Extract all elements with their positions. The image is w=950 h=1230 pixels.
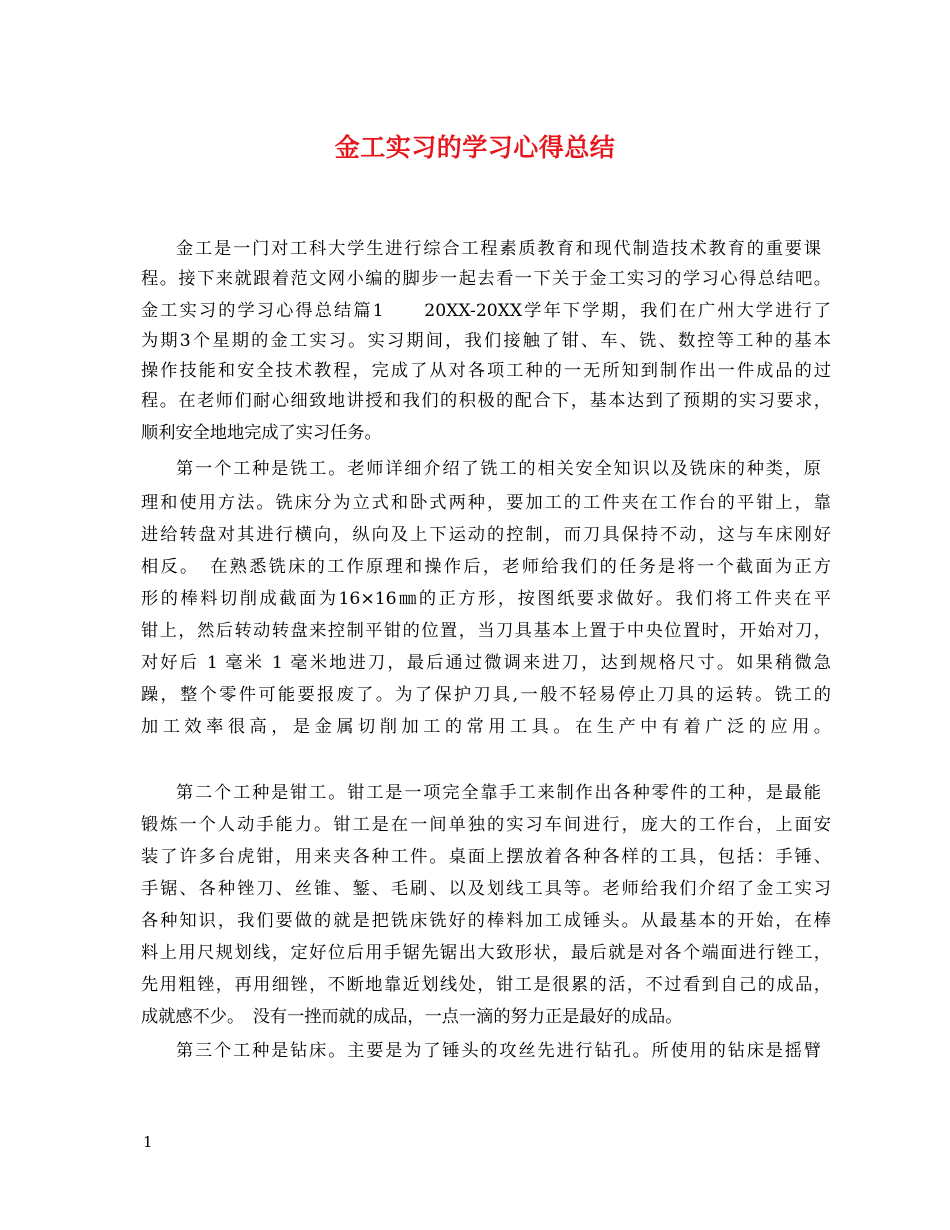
text-line: 钳上，然后转动转盘来控制平钳的位置，当刀具基本上置于中央位置时，开始对刀， [141, 621, 831, 641]
text-line: 形的棒料切削成截面为16×16㎜的正方形，按图纸要求做好。我们将工件夹在平 [141, 589, 831, 609]
text-line: 进给转盘对其进行横向，纵向及上下运动的控制，而刀具保持不动，这与车床刚好 [141, 525, 831, 545]
document-title: 金工实习的学习心得总结 [334, 133, 616, 162]
text-line: 操作技能和安全技术教程，完成了从对各项工种的一无所知到制作出一件成品的过 [141, 361, 831, 381]
text-line: 成就感不少。 没有一挫而就的成品，一点一滴的努力正是最好的成品。 [141, 1007, 683, 1027]
text-line: 金工是一门对工科大学生进行综合工程素质教育和现代制造技术教育的重要课 [176, 239, 821, 259]
text-line: 第一个工种是铣工。老师详细介绍了铣工的相关安全知识以及铣床的种类，原 [176, 459, 821, 479]
text-line: 先用粗锉，再用细锉，不断地靠近划线处，钳工是很累的活，不过看到自己的成品， [141, 975, 831, 995]
text-line: 金工实习的学习心得总结篇1 20XX-20XX学年下学期，我们在广州大学进行了 [141, 301, 831, 321]
text-line: 程。在老师们耐心细致地讲授和我们的积极的配合下，基本达到了预期的实习要求， [141, 391, 831, 411]
text-line: 加工效率很高，是金属切削加工的常用工具。在生产中有着广泛的应用。 [141, 717, 831, 737]
text-line: 第二个工种是钳工。钳工是一项完全靠手工来制作出各种零件的工种，是最能 [176, 783, 821, 803]
text-line: 为期3个星期的金工实习。实习期间，我们接触了钳、车、铣、数控等工种的基本 [141, 331, 831, 351]
text-line: 手锯、各种锉刀、丝锥、錾、毛刷、以及划线工具等。老师给我们介绍了金工实习 [141, 879, 831, 899]
text-line: 程。接下来就跟着范文网小编的脚步一起去看一下关于金工实习的学习心得总结吧。 [141, 269, 831, 289]
text-line: 躁，整个零件可能要报废了。为了保护刀具,一般不轻易停止刀具的运转。铣工的 [141, 685, 831, 705]
page-number: 1 [143, 1133, 153, 1151]
text-line: 第三个工种是钻床。主要是为了锤头的攻丝先进行钻孔。所使用的钻床是摇臂 [176, 1041, 821, 1061]
text-line: 相反。 在熟悉铣床的工作原理和操作后，老师给我们的任务是将一个截面为正方 [141, 557, 831, 577]
text-line: 理和使用方法。铣床分为立式和卧式两种，要加工的工件夹在工作台的平钳上，靠 [141, 493, 831, 513]
text-line: 各种知识，我们要做的就是把铣床铣好的棒料加工成锤头。从最基本的开始，在棒 [141, 911, 831, 931]
text-line: 对好后 1 毫米 1 毫米地进刀，最后通过微调来进刀，达到规格尺寸。如果稍微急 [141, 653, 831, 673]
text-line: 料上用尺规划线，定好位后用手锯先锯出大致形状，最后就是对各个端面进行锉工， [141, 943, 831, 963]
text-line: 顺利安全地地完成了实习任务。 [141, 423, 382, 443]
text-line: 装了许多台虎钳，用来夹各种工件。桌面上摆放着各种各样的工具，包括：手锤、 [141, 847, 831, 867]
text-line: 锻炼一个人动手能力。钳工是在一间单独的实习车间进行，庞大的工作台，上面安 [141, 815, 831, 835]
